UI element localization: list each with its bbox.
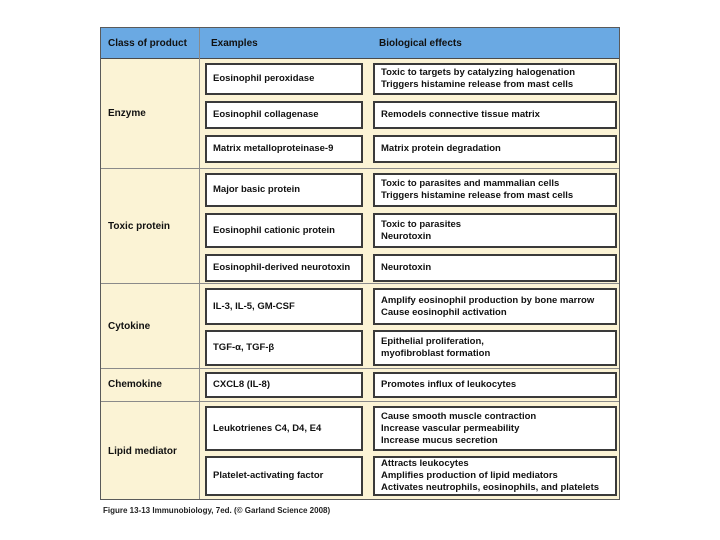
header-class: Class of product bbox=[108, 38, 187, 49]
header-examples: Examples bbox=[211, 38, 258, 49]
example-cell: Eosinophil peroxidase bbox=[205, 63, 363, 95]
class-enzyme: Enzyme bbox=[108, 108, 146, 119]
class-toxic-protein: Toxic protein bbox=[108, 221, 171, 232]
class-lipid-mediator: Lipid mediator bbox=[108, 446, 177, 457]
row-group-divider bbox=[101, 368, 619, 369]
example-cell: CXCL8 (IL-8) bbox=[205, 372, 363, 398]
effects-cell: Promotes influx of leukocytes bbox=[373, 372, 617, 398]
example-cell: Matrix metalloproteinase-9 bbox=[205, 135, 363, 163]
row-group-divider bbox=[101, 168, 619, 169]
row-group-divider bbox=[101, 401, 619, 402]
effects-cell: Cause smooth muscle contraction Increase vascular permeability Increase mucus secretion bbox=[373, 406, 617, 451]
effects-cell: Matrix protein degradation bbox=[373, 135, 617, 163]
header-effects: Biological effects bbox=[379, 38, 462, 49]
class-chemokine: Chemokine bbox=[108, 379, 162, 390]
example-cell: Eosinophil-derived neurotoxin bbox=[205, 254, 363, 282]
figure-caption: Figure 13-13 Immunobiology, 7ed. (© Garland Science 2008) bbox=[103, 506, 331, 515]
row-group-divider bbox=[101, 283, 619, 284]
column-divider bbox=[199, 28, 200, 499]
example-cell: Eosinophil cationic protein bbox=[205, 213, 363, 248]
class-cytokine: Cytokine bbox=[108, 321, 151, 332]
example-cell: Leukotrienes C4, D4, E4 bbox=[205, 406, 363, 451]
example-cell: IL-3, IL-5, GM-CSF bbox=[205, 288, 363, 325]
effects-cell: Epithelial proliferation, myofibroblast formation bbox=[373, 330, 617, 366]
effects-cell: Toxic to parasites Neurotoxin bbox=[373, 213, 617, 248]
table-header bbox=[101, 28, 619, 59]
effects-cell: Attracts leukocytes Amplifies production of lipid mediators Activates neutrophils, eosinophils, and platelets bbox=[373, 456, 617, 496]
effects-cell: Amplify eosinophil production by bone marrow Cause eosinophil activation bbox=[373, 288, 617, 325]
example-cell: Platelet-activating factor bbox=[205, 456, 363, 496]
eosinophil-products-table bbox=[100, 27, 620, 500]
example-cell: Major basic protein bbox=[205, 173, 363, 207]
effects-cell: Neurotoxin bbox=[373, 254, 617, 282]
example-cell: Eosinophil collagenase bbox=[205, 101, 363, 129]
example-cell: TGF-α, TGF-β bbox=[205, 330, 363, 366]
effects-cell: Remodels connective tissue matrix bbox=[373, 101, 617, 129]
effects-cell: Toxic to parasites and mammalian cells Triggers histamine release from mast cells bbox=[373, 173, 617, 207]
effects-cell: Toxic to targets by catalyzing halogenation Triggers histamine release from mast cells bbox=[373, 63, 617, 95]
